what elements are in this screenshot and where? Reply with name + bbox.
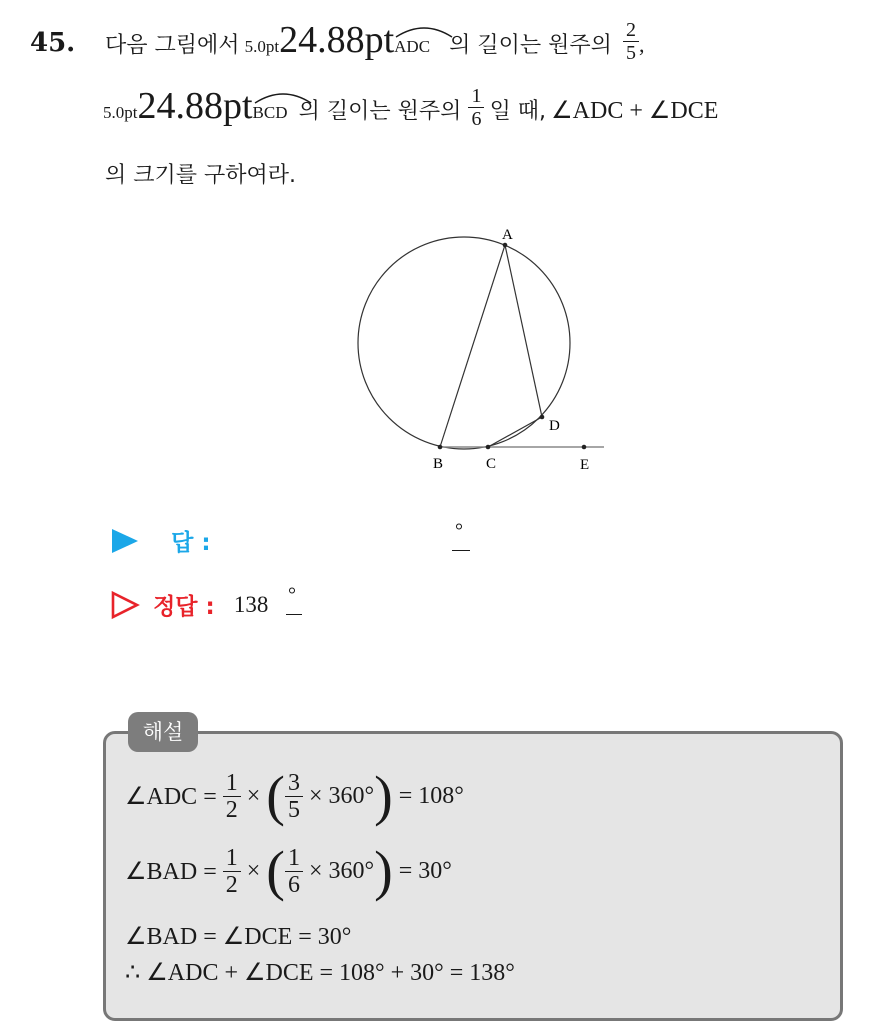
label-a: A — [502, 227, 513, 243]
sol1-left: ∠ADC = — [125, 784, 217, 810]
line1-mid: 의 길이는 원주의 — [449, 33, 612, 58]
frac2-den: 6 — [471, 108, 482, 130]
arc-bcd-mark — [253, 89, 313, 105]
problem-prefix: 다음 그림에서 — [105, 33, 240, 58]
solution-line-2 — [125, 840, 452, 903]
answer-label: 답 : — [171, 530, 211, 556]
sol2-open-paren: ( — [266, 840, 285, 903]
segment-ad — [505, 245, 542, 417]
solution-line-4: ∴ ∠ADC + ∠DCE = 108° + 30° = 138° — [125, 960, 515, 986]
arc-adc-label: ADC — [394, 37, 431, 56]
frac1-den: 5 — [626, 42, 637, 64]
answer-row — [110, 524, 211, 557]
solution-tag: 해설 — [128, 712, 198, 752]
arc-bcd-label: BCD — [252, 103, 288, 122]
correct-answer-degree: ° — [288, 584, 296, 606]
play-triangle-icon — [110, 526, 140, 556]
fraction-2-5 — [623, 19, 639, 64]
size-small-1: 5.0pt — [244, 37, 280, 56]
correct-answer-degree-box — [286, 586, 302, 615]
problem-number: 45. — [30, 28, 76, 58]
arc-bcd — [253, 103, 288, 123]
answer-input[interactable] — [452, 522, 470, 551]
sol2-half: $\frac{1}{2}$ — [223, 845, 241, 898]
label-b: B — [433, 456, 444, 472]
segment-ab — [440, 245, 505, 447]
size-big-1: 24.88pt — [279, 19, 395, 61]
comma: , — [639, 32, 645, 57]
point-c — [486, 445, 491, 450]
answer-degree: ° — [455, 520, 463, 542]
arc-adc — [394, 37, 430, 57]
sol1-open-paren: ( — [266, 765, 285, 828]
sol1-inner-frac: $\frac{3}{5}$ — [285, 770, 303, 823]
circle — [358, 237, 570, 449]
solution-line-1 — [125, 765, 464, 828]
problem-line-1 — [105, 18, 645, 70]
sol1-times: × — [246, 783, 261, 809]
point-b — [438, 445, 443, 450]
arc-adc-mark — [394, 23, 454, 39]
correct-answer-value: 138 — [233, 591, 269, 617]
sol2-inner-frac: $\frac{1}{6}$ — [285, 845, 303, 898]
problem-line-3: 의 크기를 구하여라. — [105, 163, 296, 188]
outline-triangle-icon — [110, 590, 140, 620]
line2-expression: ∠ADC + ∠DCE — [551, 98, 719, 124]
geometry-figure — [340, 220, 630, 480]
sol1-inner: × 360° — [308, 783, 375, 809]
point-e — [582, 445, 587, 450]
size-small-2: 5.0pt — [103, 103, 138, 122]
point-d — [540, 415, 545, 420]
sol2-close-paren: ) — [374, 840, 393, 903]
size-big-2: 24.88pt — [137, 85, 253, 127]
point-a — [503, 243, 508, 248]
correct-answer-label: 정답 : — [153, 594, 215, 620]
sol1-close-paren: ) — [374, 765, 393, 828]
label-e: E — [580, 457, 590, 473]
solution-line-3: ∠BAD = ∠DCE = 30° — [125, 924, 352, 950]
segment-dc — [488, 417, 542, 447]
correct-answer-row — [110, 588, 268, 621]
line2-mid: 의 길이는 원주의 — [298, 99, 462, 124]
label-d: D — [549, 418, 560, 434]
fraction-1-6 — [468, 85, 484, 130]
sol1-result: = 108° — [398, 783, 464, 809]
sol2-inner: × 360° — [308, 858, 375, 884]
line2-suffix: 일 때, — [489, 99, 547, 124]
sol1-half: $\frac{1}{2}$ — [223, 770, 241, 823]
sol2-result: = 30° — [398, 858, 452, 884]
frac1-num: 2 — [623, 19, 639, 42]
frac2-num: 1 — [468, 85, 484, 108]
sol2-times: × — [246, 858, 261, 884]
sol2-left: ∠BAD = — [125, 859, 217, 885]
problem-line-2 — [103, 84, 718, 136]
label-c: C — [486, 456, 497, 472]
